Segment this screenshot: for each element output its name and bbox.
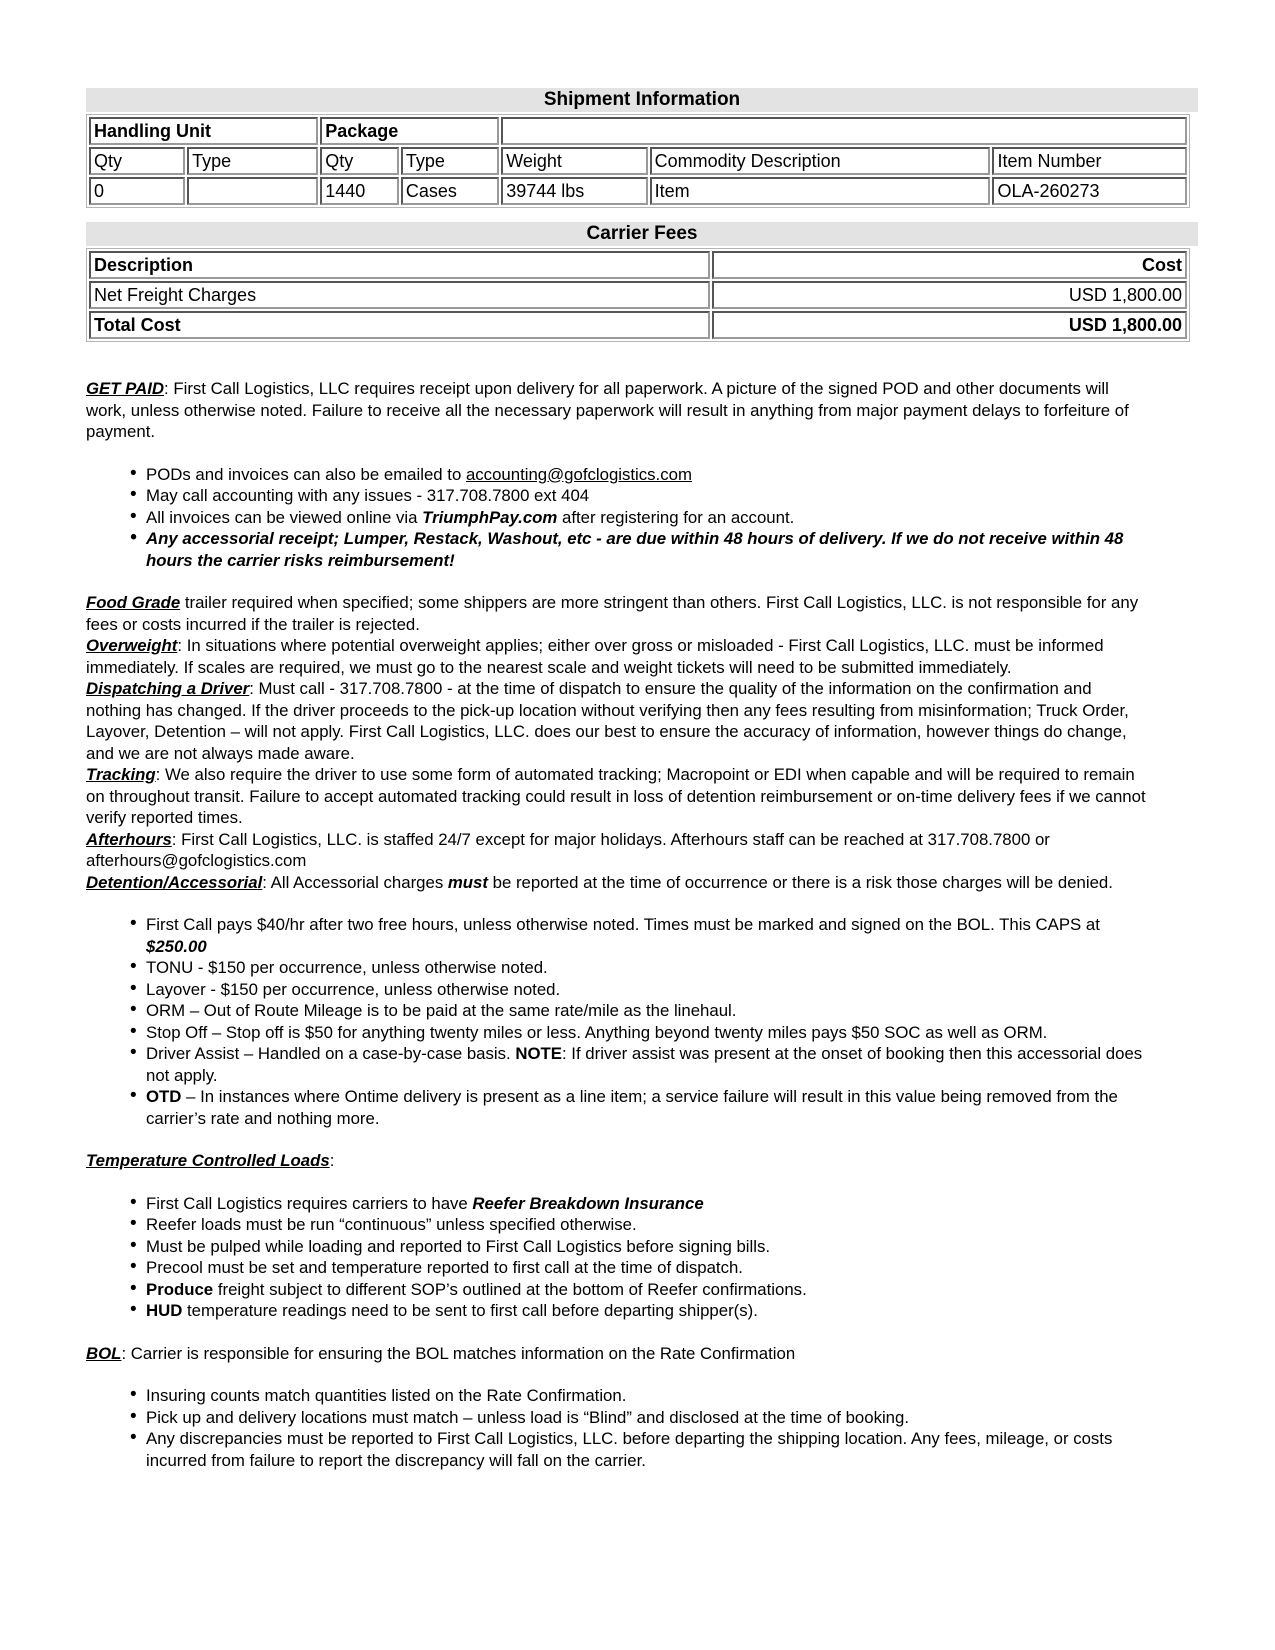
list-item	[146, 1279, 1146, 1301]
detention-label: Detention/Accessorial	[86, 872, 263, 892]
col-handling-qty: Qty	[89, 147, 185, 175]
list-item	[146, 507, 1146, 529]
fees-description-header: Description	[89, 251, 710, 279]
shipment-group-row	[89, 117, 1187, 145]
cell-weight: 39744 lbs	[501, 177, 647, 205]
get-paid-list	[86, 464, 1146, 572]
list-item: • Stop Off – Stop off is $50 for anything twenty miles or less. Anything beyond twenty miles pays $50 SOC as well as ORM.	[146, 1022, 1146, 1044]
overweight-label: Overweight	[86, 636, 178, 655]
afterhours-paragraph	[86, 829, 1146, 872]
col-handling-type: Type	[187, 147, 318, 175]
list-item: • Layover - $150 per occurrence, unless otherwise noted.	[146, 979, 1146, 1001]
table-row	[89, 177, 1187, 205]
temperature-paragraph	[86, 1150, 1146, 1172]
detention-text: : All Accessorial charges	[262, 872, 448, 892]
otd-label: OTD	[146, 1087, 182, 1106]
fee-line-label: Net Freight Charges	[89, 281, 710, 309]
list-item	[146, 1043, 1146, 1086]
list-item	[146, 1086, 1146, 1129]
list-item: • Any discrepancies must be reported to First Call Logistics, LLC. before departing the shipping location. Any fees, mileage, or costs incurred from failure to report the discrepancy will fall on the carrier.	[146, 1428, 1146, 1471]
total-cost-label: Total Cost	[89, 311, 710, 339]
tracking-paragraph	[86, 764, 1146, 829]
food-grade-paragraph	[86, 592, 1146, 635]
list-item-text: All invoices can be viewed online via	[146, 507, 423, 527]
reefer-insurance-label: Reefer Breakdown Insurance	[472, 1193, 704, 1213]
terms-section	[86, 378, 1146, 1471]
afterhours-label: Afterhours	[86, 829, 172, 849]
hud-label: HUD	[146, 1301, 183, 1320]
get-paid-label: GET PAID	[86, 379, 165, 398]
detention-cap-value: $250.00	[146, 936, 207, 956]
cell-handling-type	[187, 177, 318, 205]
list-item: • May call accounting with any issues - 317.708.7800 ext 404	[146, 485, 1146, 507]
detention-text-end: be reported at the time of occurrence or there is a risk those charges will be denied.	[487, 872, 1113, 892]
fees-cost-header: Cost	[712, 251, 1187, 279]
cell-commodity: Item	[650, 177, 991, 205]
food-grade-text: trailer required when specified; some shippers are more stringent than others. First Call Logistics, LLC. is not responsible for any fees or costs incurred if the trailer is rejected.	[86, 593, 1139, 634]
col-package-type: Type	[401, 147, 499, 175]
list-item	[146, 1300, 1146, 1322]
list-item-text: PODs and invoices can also be emailed to	[146, 464, 466, 484]
cell-package-type: Cases	[401, 177, 499, 205]
list-item: • Insuring counts match quantities listed on the Rate Confirmation.	[146, 1385, 1146, 1407]
fees-total-row	[89, 311, 1187, 339]
tracking-label: Tracking	[86, 765, 156, 784]
overweight-text: : In situations where potential overweight applies; either over gross or misloaded - First Call Logistics, LLC. must be informed immediately. If scales are required, we must go to the nearest scale and weight tickets will need to be submitted immediately.	[86, 636, 1104, 677]
overweight-paragraph	[86, 635, 1146, 678]
shipment-table	[86, 114, 1190, 208]
list-item-text: : If driver assist was present at the onset of booking then this accessorial does not apply.	[146, 1044, 1143, 1085]
col-item-number: Item Number	[992, 147, 1187, 175]
bol-list	[86, 1385, 1146, 1471]
cell-package-qty: 1440	[320, 177, 399, 205]
bol-text: : Carrier is responsible for ensuring the BOL matches information on the Rate Confirmation	[121, 1343, 796, 1363]
produce-label: Produce	[146, 1279, 214, 1299]
rate-confirmation-page	[86, 88, 1198, 1471]
list-item-text: Driver Assist – Handled on a case-by-case basis.	[146, 1044, 516, 1063]
col-commodity: Commodity Description	[650, 147, 991, 175]
bol-label: BOL	[86, 1343, 122, 1363]
fee-line-cost: USD 1,800.00	[712, 281, 1187, 309]
dispatching-text: : Must call - 317.708.7800 - at the time of dispatch to ensure the quality of the information on the confirmation and nothing has changed. If the driver proceeds to the pick-up location without verifying then any fees resulting from misinformation; Truck Order, Layover, Detention – will not apply. First Call Logistics, LLC. does our best to ensure the accuracy of information, however things do change, and we are not always made aware.	[86, 679, 1129, 763]
list-item	[146, 1193, 1146, 1215]
detention-list	[86, 914, 1146, 1129]
carrier-fees-table	[86, 248, 1190, 342]
list-item-text: First Call pays $40/hr after two free hours, unless otherwise noted. Times must be marked and signed on the BOL. This CAPS at	[146, 915, 1100, 934]
list-item	[146, 914, 1146, 957]
shipment-info-title: Shipment Information	[86, 88, 1198, 112]
list-item: • Any accessorial receipt; Lumper, Restack, Washout, etc - are due within 48 hours of delivery. If we do not receive within 48 hours the carrier risks reimbursement!	[146, 528, 1146, 571]
list-item-text: temperature readings need to be sent to first call before departing shipper(s).	[182, 1301, 758, 1320]
total-cost-value: USD 1,800.00	[712, 311, 1187, 339]
list-item-text: after registering for an account.	[557, 507, 795, 527]
carrier-fees-title: Carrier Fees	[86, 222, 1198, 246]
detention-paragraph	[86, 872, 1146, 894]
list-item: • ORM – Out of Route Mileage is to be paid at the same rate/mile as the linehaul.	[146, 1000, 1146, 1022]
fees-header-row	[89, 251, 1187, 279]
package-header: Package	[320, 117, 499, 145]
col-package-qty: Qty	[320, 147, 399, 175]
shipment-group-blank	[501, 117, 1187, 145]
accounting-email-link[interactable]: accounting@gofclogistics.com	[465, 464, 692, 484]
list-item: • TONU - $150 per occurrence, unless otherwise noted.	[146, 957, 1146, 979]
tracking-text: : We also require the driver to use some form of automated tracking; Macropoint or EDI when capable and will be required to remain on throughout transit. Failure to accept automated tracking could result in loss of detention reimbursement or on-time delivery fees if we cannot verify reported times.	[86, 765, 1146, 827]
col-weight: Weight	[501, 147, 647, 175]
handling-unit-header: Handling Unit	[89, 117, 318, 145]
temperature-list	[86, 1193, 1146, 1322]
food-grade-label: Food Grade	[86, 593, 181, 612]
afterhours-text: : First Call Logistics, LLC. is staffed 24/7 except for major holidays. Afterhours staff can be reached at 317.708.7800 or afterhours@gofclogistics.com	[86, 829, 1050, 870]
get-paid-paragraph	[86, 378, 1146, 443]
list-item	[146, 464, 1146, 486]
triumphpay-name: TriumphPay.com	[422, 507, 558, 527]
list-item-text: – In instances where Ontime delivery is present as a line item; a service failure will result in this value being removed from the carrier’s rate and nothing more.	[146, 1087, 1118, 1128]
shipment-column-row	[89, 147, 1187, 175]
list-item: • Pick up and delivery locations must match – unless load is “Blind” and disclosed at the time of booking.	[146, 1407, 1146, 1429]
table-row	[89, 281, 1187, 309]
get-paid-text: : First Call Logistics, LLC requires receipt upon delivery for all paperwork. A picture of the signed POD and other documents will work, unless otherwise noted. Failure to receive all the necessary paperwork will result in anything from major payment delays to forfeiture of payment.	[86, 379, 1129, 441]
list-item-text: First Call Logistics requires carriers to have	[146, 1193, 473, 1213]
list-item: • Reefer loads must be run “continuous” unless specified otherwise.	[146, 1214, 1146, 1236]
list-item-text: freight subject to different SOP’s outlined at the bottom of Reefer confirmations.	[213, 1279, 807, 1299]
temperature-colon: :	[329, 1151, 335, 1170]
list-item: • Precool must be set and temperature reported to first call at the time of dispatch.	[146, 1257, 1146, 1279]
cell-item-number: OLA-260273	[992, 177, 1187, 205]
dispatching-label: Dispatching a Driver	[86, 679, 250, 698]
temperature-label: Temperature Controlled Loads	[86, 1151, 330, 1170]
bol-paragraph	[86, 1343, 1146, 1365]
note-label: NOTE	[515, 1044, 562, 1063]
list-item: • Must be pulped while loading and reported to First Call Logistics before signing bills.	[146, 1236, 1146, 1258]
cell-handling-qty: 0	[89, 177, 185, 205]
dispatching-paragraph	[86, 678, 1146, 764]
detention-must: must	[447, 872, 488, 892]
